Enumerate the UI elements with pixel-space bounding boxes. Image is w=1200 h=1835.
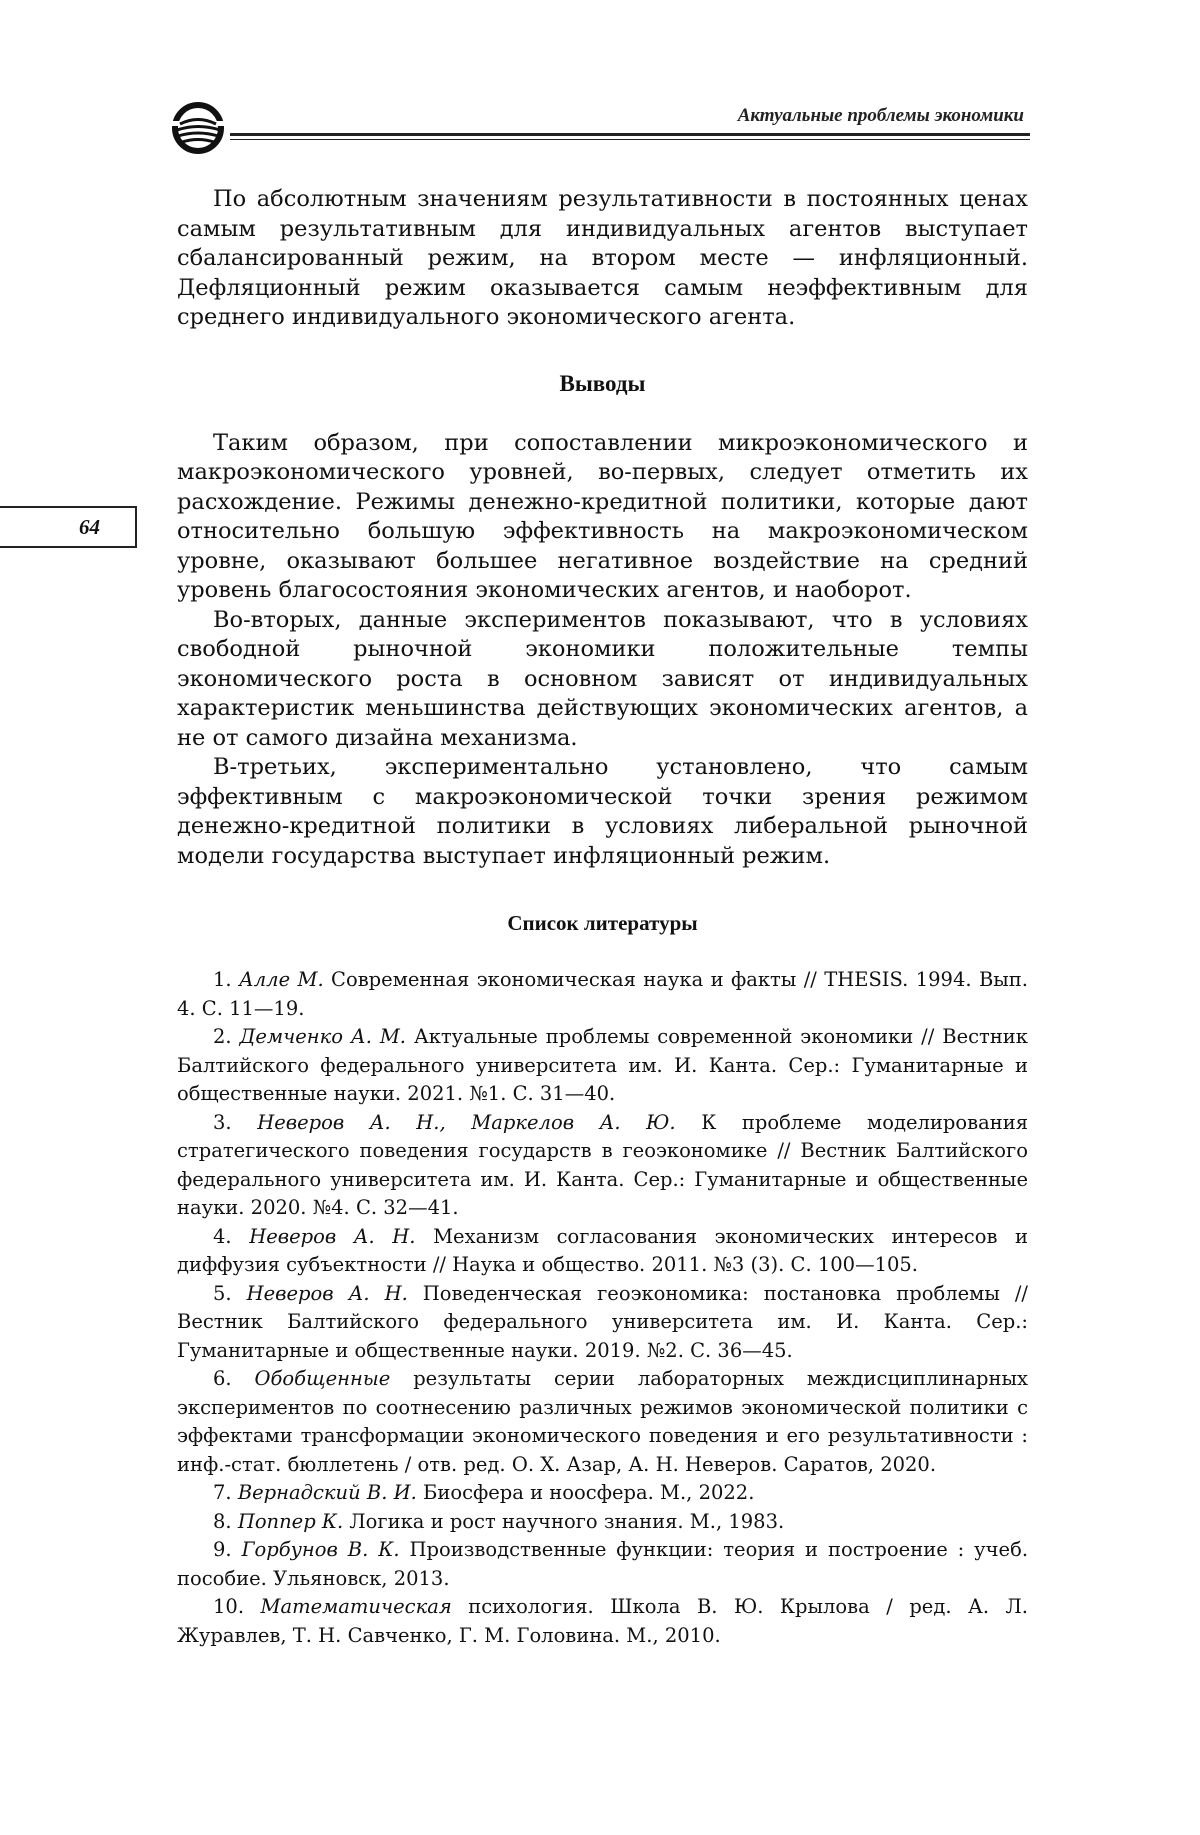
references-list <box>177 966 1028 1650</box>
reference-text: Поведенческая геоэкономика: постановка проблемы // Вестник Балтийского федерального университета им. И. Канта. Сер.: Гуманитарные и общественные науки. 2019. №2. С. 36—45. <box>177 1281 1029 1362</box>
reference-item <box>177 1365 1028 1479</box>
page-number: 64 <box>0 506 137 548</box>
reference-authors: Неверов А. Н. <box>246 1281 408 1305</box>
reference-item <box>177 1593 1028 1650</box>
reference-text: результаты серии лабораторных междисциплинарных экспериментов по соотнесению различных режимов экономической политики с эффектами трансформации экономического поведения и его результативности : инф.-стат. бюллетень / отв. ред. О. Х. Азар, А. Н. Неверов. Саратов, 2020. <box>177 1367 1029 1476</box>
article-body <box>177 185 1028 1650</box>
reference-number: 5. <box>213 1281 232 1305</box>
reference-authors: Демченко А. М. <box>239 1025 406 1048</box>
reference-authors: Математическая <box>260 1595 452 1618</box>
journal-logo-icon <box>168 99 234 155</box>
reference-text: психология. Школа В. Ю. Крылова / ред. А. Л. Журавлев, Т. Н. Савченко, Г. М. Головина. М., 2010. <box>177 1595 1028 1647</box>
reference-item <box>177 1109 1028 1223</box>
conclusions-heading: Выводы <box>559 370 646 396</box>
reference-text: Механизм согласования экономических интересов и диффузия субъектности // Наука и общество. 2011. №3 (3). С. 100—105. <box>177 1224 1029 1276</box>
reference-number: 9. <box>213 1538 232 1561</box>
reference-item <box>177 1223 1028 1280</box>
reference-text: Актуальные проблемы современной экономики // Вестник Балтийского федерального университета им. И. Канта. Сер.: Гуманитарные и общественные науки. 2021. №1. С. 31—40. <box>177 1025 1028 1105</box>
reference-authors: Горбунов В. К. <box>241 1538 400 1561</box>
reference-text: Современная экономическая наука и факты // THESIS. 1994. Вып. 4. С. 11—19. <box>177 968 1028 1020</box>
reference-number: 6. <box>213 1367 232 1390</box>
reference-number: 7. <box>213 1481 232 1504</box>
conclusion-paragraph-1: Таким образом, при сопоставлении микроэкономического и макроэкономического уровней, во-первых, следует отметить их расхождение. Режимы денежно-кредитной политики, которые дают относительно большую эффективность на макроэкономическом уровне, оказывают большее негативное воздействие на средний уровень благосостояния экономических агентов, и наоборот. <box>177 429 1028 603</box>
reference-number: 10. <box>213 1595 245 1618</box>
reference-item <box>177 1280 1028 1366</box>
references-heading: Список литературы <box>507 911 698 935</box>
header-rule-thick <box>230 133 1030 136</box>
reference-item <box>177 1508 1028 1537</box>
reference-number: 1. <box>213 968 232 991</box>
reference-number: 4. <box>213 1224 232 1248</box>
reference-number: 8. <box>213 1509 232 1533</box>
conclusion-paragraph-3: В-третьих, экспериментально установлено, что самым эффективным с макроэкономической точки зрения режимом денежно-кредитной политики в условиях либеральной рыночной модели государства выступает инфляционный режим. <box>177 754 1028 869</box>
reference-text: Биосфера и ноосфера. М., 2022. <box>423 1481 755 1504</box>
reference-authors: Обобщенные <box>254 1367 391 1390</box>
reference-number: 2. <box>213 1025 232 1048</box>
reference-text: Производственные функции: теория и построение : учеб. пособие. Ульяновск, 2013. <box>177 1538 1029 1590</box>
reference-authors: Неверов А. Н. <box>249 1224 416 1248</box>
reference-text: К проблеме моделирования стратегического поведения государств в геоэкономике // Вестник Балтийского федерального университета им. И. Канта. Сер.: Гуманитарные и общественные науки. 2020. №4. С. 32—41. <box>177 1110 1028 1219</box>
journal-title: Актуальные проблемы экономики <box>737 105 1024 126</box>
reference-item <box>177 1536 1028 1593</box>
running-header <box>168 95 1030 155</box>
reference-item <box>177 1479 1028 1508</box>
reference-item <box>177 966 1028 1023</box>
intro-paragraph: По абсолютным значениям результативности в постоянных ценах самым результативным для индивидуальных агентов выступает сбалансированный режим, на втором месте — инфляционный. Дефляционный режим оказывается самым неэффективным для среднего индивидуального экономического агента. <box>177 186 1028 330</box>
reference-authors: Алле М. <box>238 968 324 991</box>
header-rule-thin <box>230 139 1030 140</box>
reference-text: Логика и рост научного знания. М., 1983. <box>349 1509 785 1533</box>
reference-item <box>177 1023 1028 1109</box>
conclusion-paragraph-2: Во-вторых, данные экспериментов показывают, что в условиях свободной рыночной экономики положительные темпы экономического роста в основном зависят от индивидуальных характеристик меньшинства действующих экономических агентов, а не от самого дизайна механизма. <box>177 606 1028 751</box>
reference-authors: Поппер К. <box>237 1509 344 1533</box>
reference-authors: Вернадский В. И. <box>237 1481 417 1504</box>
reference-number: 3. <box>213 1110 232 1134</box>
reference-authors: Неверов А. Н., Маркелов А. Ю. <box>257 1110 676 1134</box>
